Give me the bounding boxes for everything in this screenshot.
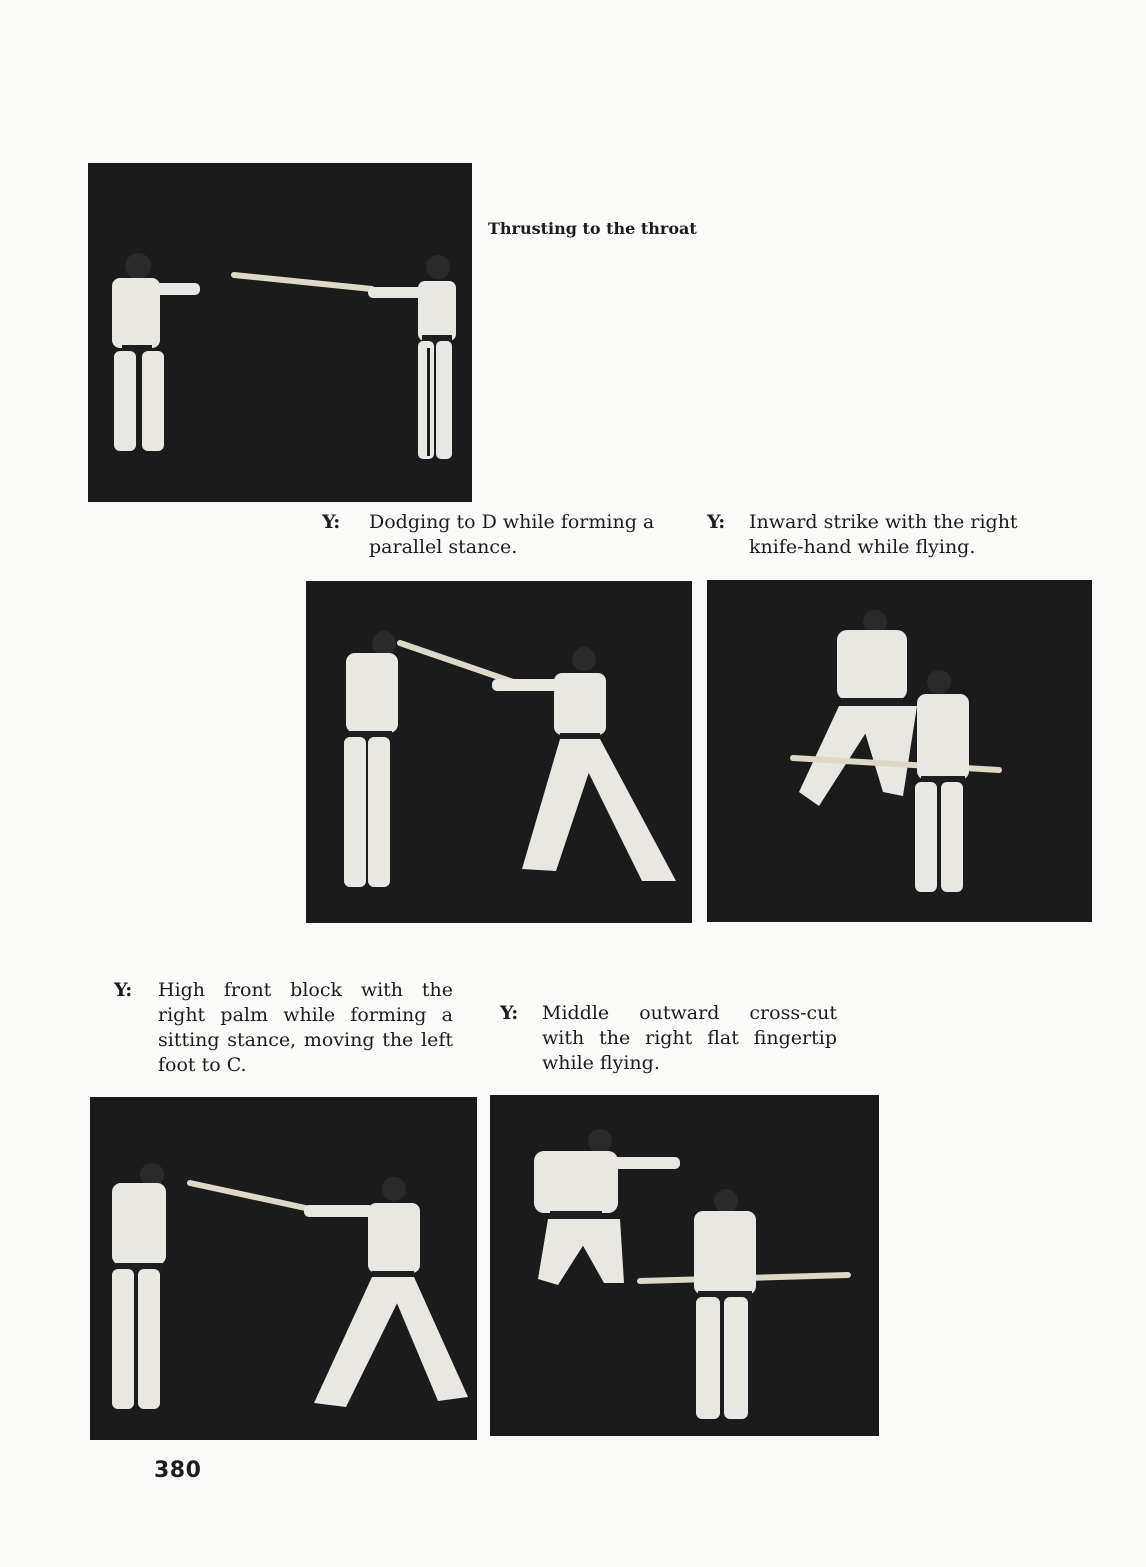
speaker-label: Y: (114, 979, 133, 1001)
page-number: 380 (154, 1458, 202, 1483)
speaker-label: Y: (500, 1002, 519, 1024)
speaker-label: Y: (707, 511, 726, 533)
photo5-caption: Y: Middle outward cross-cut with the right flat fingertip while flying. (500, 1002, 837, 1074)
photo-thrusting-to-throat (88, 163, 472, 502)
photo1-caption: Thrusting to the throat (488, 219, 697, 238)
photo-dodging-parallel-stance (306, 581, 692, 923)
photo3-caption: Y: Inward strike with the right knife-hand while flying. (707, 511, 1018, 558)
photo-high-front-block (90, 1097, 477, 1440)
photo-flying-knife-hand (707, 580, 1092, 922)
photo-outward-cross-cut (490, 1095, 879, 1436)
speaker-label: Y: (322, 511, 341, 533)
photo4-caption: Y: High front block with the right palm while forming a sitting stance, moving the left foot to C. (114, 979, 453, 1076)
photo2-caption: Y: Dodging to D while forming a parallel stance. (322, 511, 655, 558)
